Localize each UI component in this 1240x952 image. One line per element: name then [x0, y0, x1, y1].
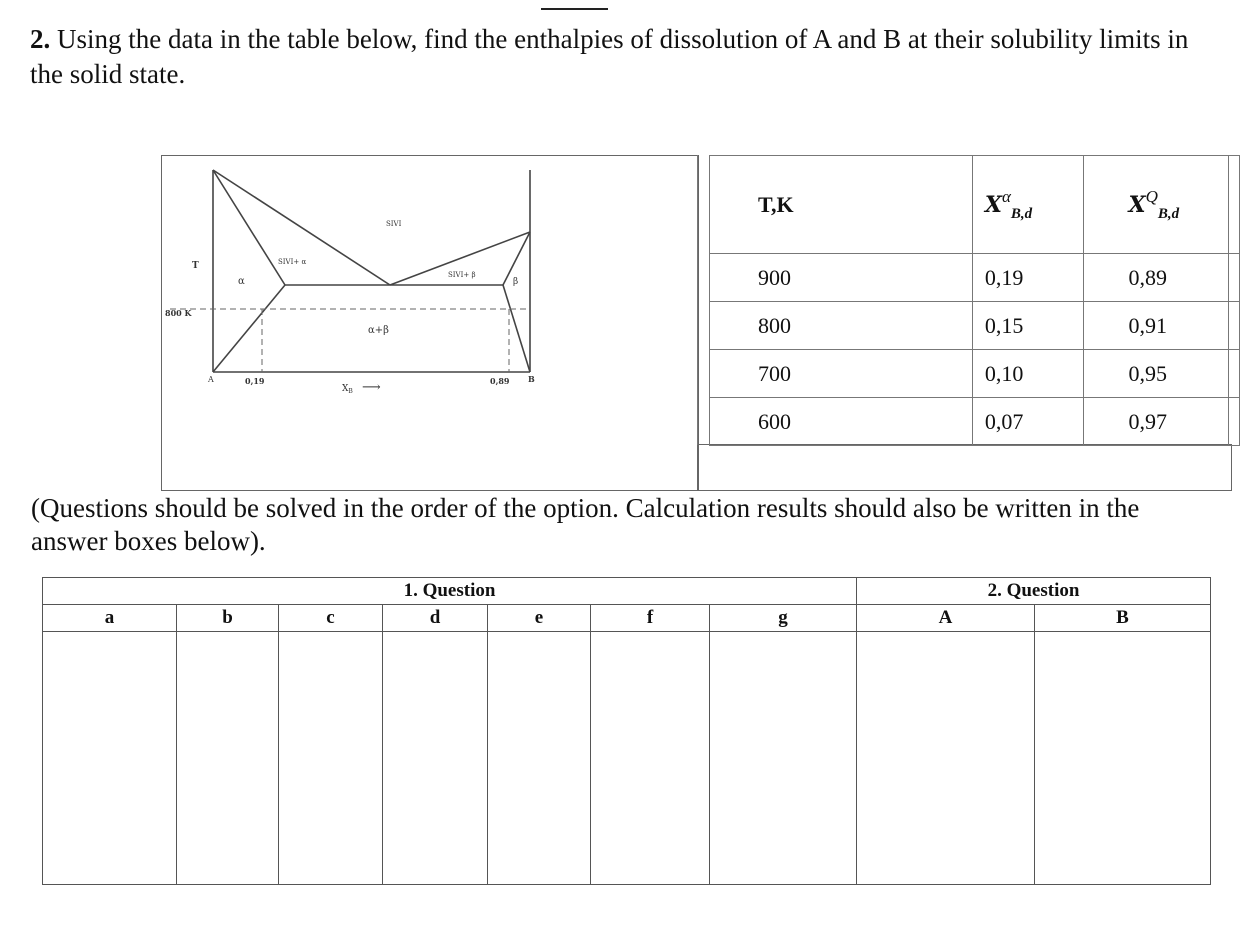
- group-question-1: 1. Question: [43, 578, 857, 605]
- col-c-header: c: [279, 605, 383, 632]
- col-b-header: b: [177, 605, 279, 632]
- answer-table: [42, 577, 1211, 885]
- cell-t: 700: [710, 350, 973, 398]
- x089-label: 0,89: [490, 376, 510, 386]
- col-d-header: d: [383, 605, 488, 632]
- solidus-alpha: [213, 170, 285, 285]
- cell-end: [1229, 254, 1240, 302]
- table-row: [710, 254, 1240, 302]
- header-x-alpha: [972, 156, 1084, 254]
- liquid-beta-label: SIVI+ β: [448, 271, 476, 279]
- x-alpha-sub: B,d: [1010, 205, 1033, 222]
- col-A-header: A: [857, 605, 1035, 632]
- cell-xq: 0,97: [1084, 398, 1229, 446]
- x-alpha-symbol: X: [984, 191, 1002, 218]
- phase-diagram: [165, 160, 540, 400]
- answer-box-e[interactable]: [488, 632, 591, 885]
- col-f-header: f: [591, 605, 710, 632]
- answer-box-c[interactable]: [279, 632, 383, 885]
- xb-axis-label: $X_B$: [342, 384, 353, 395]
- beta-label: β: [513, 277, 519, 287]
- cell-xq: 0,91: [1084, 302, 1229, 350]
- alpha-beta-label: α+β: [368, 325, 389, 336]
- cell-end: [1229, 350, 1240, 398]
- solvus-beta: [503, 285, 530, 372]
- answer-box-a[interactable]: [43, 632, 177, 885]
- x-alpha-sup: α: [1001, 186, 1011, 206]
- col-B-header: B: [1035, 605, 1211, 632]
- data-table: [709, 155, 1240, 446]
- col-a-header: a: [43, 605, 177, 632]
- col-e-header: e: [488, 605, 591, 632]
- table-footer-cell: [697, 444, 1232, 491]
- answer-box-g[interactable]: [710, 632, 857, 885]
- col-g-header: g: [710, 605, 857, 632]
- instructions-note: (Questions should be solved in the order of the option. Calculation results should also be written in the answer boxes below).: [31, 493, 1140, 556]
- table-row: [710, 398, 1240, 446]
- alpha-label: α: [238, 276, 245, 287]
- x-q-sub: B,d: [1157, 205, 1180, 222]
- header-end-col: [1229, 156, 1240, 254]
- top-rule: [541, 8, 608, 10]
- answer-box-d[interactable]: [383, 632, 488, 885]
- header-x-q: [1084, 156, 1229, 254]
- question-body: Using the data in the table below, find the enthalpies of dissolution of A and B at their solubility limits in the solid state.: [30, 24, 1189, 89]
- cell-xa: 0,07: [972, 398, 1084, 446]
- cell-end: [1229, 398, 1240, 446]
- a-end-label: A: [208, 375, 214, 384]
- cell-xa: 0,10: [972, 350, 1084, 398]
- x-q-sup: Q: [1145, 186, 1158, 206]
- answer-group-header: [43, 578, 1211, 605]
- answer-input-row: [43, 632, 1211, 885]
- t-axis-label: T: [192, 261, 199, 271]
- cell-t: 600: [710, 398, 973, 446]
- table-row: [710, 302, 1240, 350]
- liquidus-left: [213, 170, 390, 285]
- question-number: 2.: [30, 24, 51, 54]
- cell-xq: 0,89: [1084, 254, 1229, 302]
- answer-box-b[interactable]: [177, 632, 279, 885]
- temp-800-label: 800 K: [165, 308, 192, 318]
- liquid-label: SIVI: [386, 220, 402, 228]
- xb-arrow: ⟶: [362, 380, 381, 395]
- cell-xa: 0,19: [972, 254, 1084, 302]
- header-tk: T,K: [710, 156, 973, 254]
- group-question-2: 2. Question: [857, 578, 1211, 605]
- solvus-alpha: [213, 285, 285, 372]
- b-end-label: B: [528, 374, 535, 384]
- cell-t: 800: [710, 302, 973, 350]
- cell-t: 900: [710, 254, 973, 302]
- cell-xa: 0,15: [972, 302, 1084, 350]
- answer-box-f[interactable]: [591, 632, 710, 885]
- liquid-alpha-label: SIVI+ α: [278, 258, 307, 266]
- answer-box-A[interactable]: [857, 632, 1035, 885]
- x-q-symbol: X: [1128, 191, 1146, 218]
- cell-end: [1229, 302, 1240, 350]
- answer-column-header: [43, 605, 1211, 632]
- data-table-header: [710, 156, 1240, 254]
- answer-box-B[interactable]: [1035, 632, 1211, 885]
- cell-xq: 0,95: [1084, 350, 1229, 398]
- x019-label: 0,19: [245, 376, 265, 386]
- question-text: [30, 22, 1210, 92]
- table-row: [710, 350, 1240, 398]
